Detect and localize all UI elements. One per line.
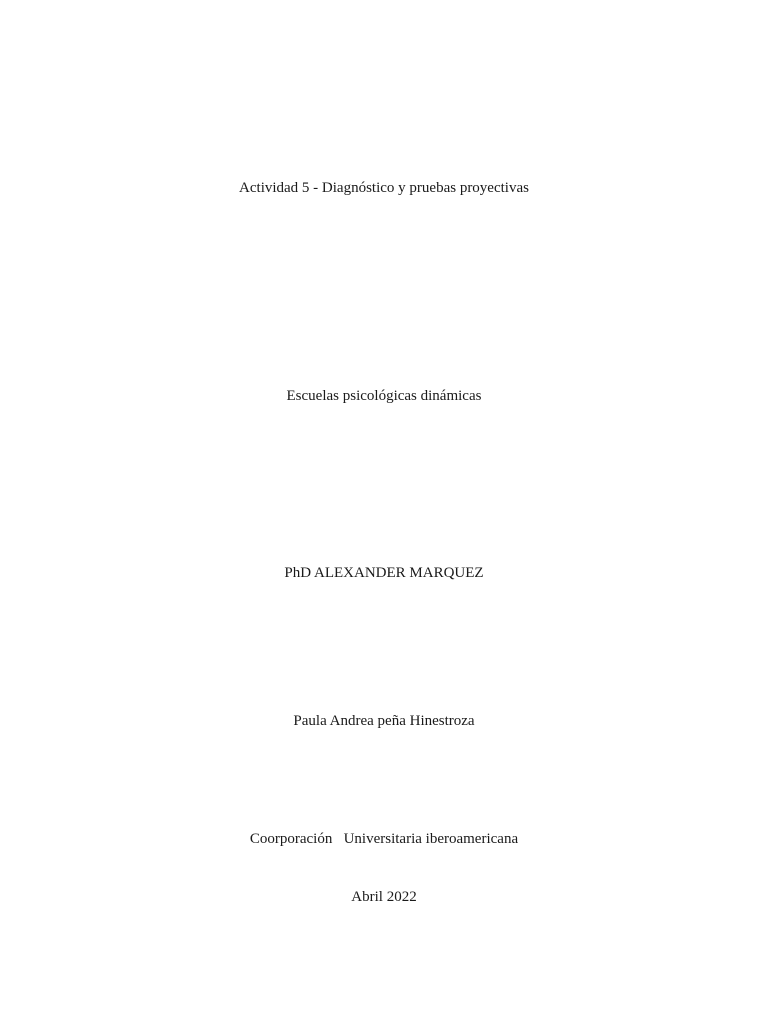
- document-title: Actividad 5 - Diagnóstico y pruebas proyectivas: [239, 180, 529, 196]
- student-name: Paula Andrea peña Hinestroza: [293, 713, 475, 729]
- course-name: Escuelas psicológicas dinámicas: [286, 388, 482, 404]
- document-date: Abril 2022: [351, 889, 417, 905]
- teacher-name: PhD ALEXANDER MARQUEZ: [284, 565, 484, 581]
- institution-name: Coorporación Universitaria iberoamericana: [249, 831, 519, 847]
